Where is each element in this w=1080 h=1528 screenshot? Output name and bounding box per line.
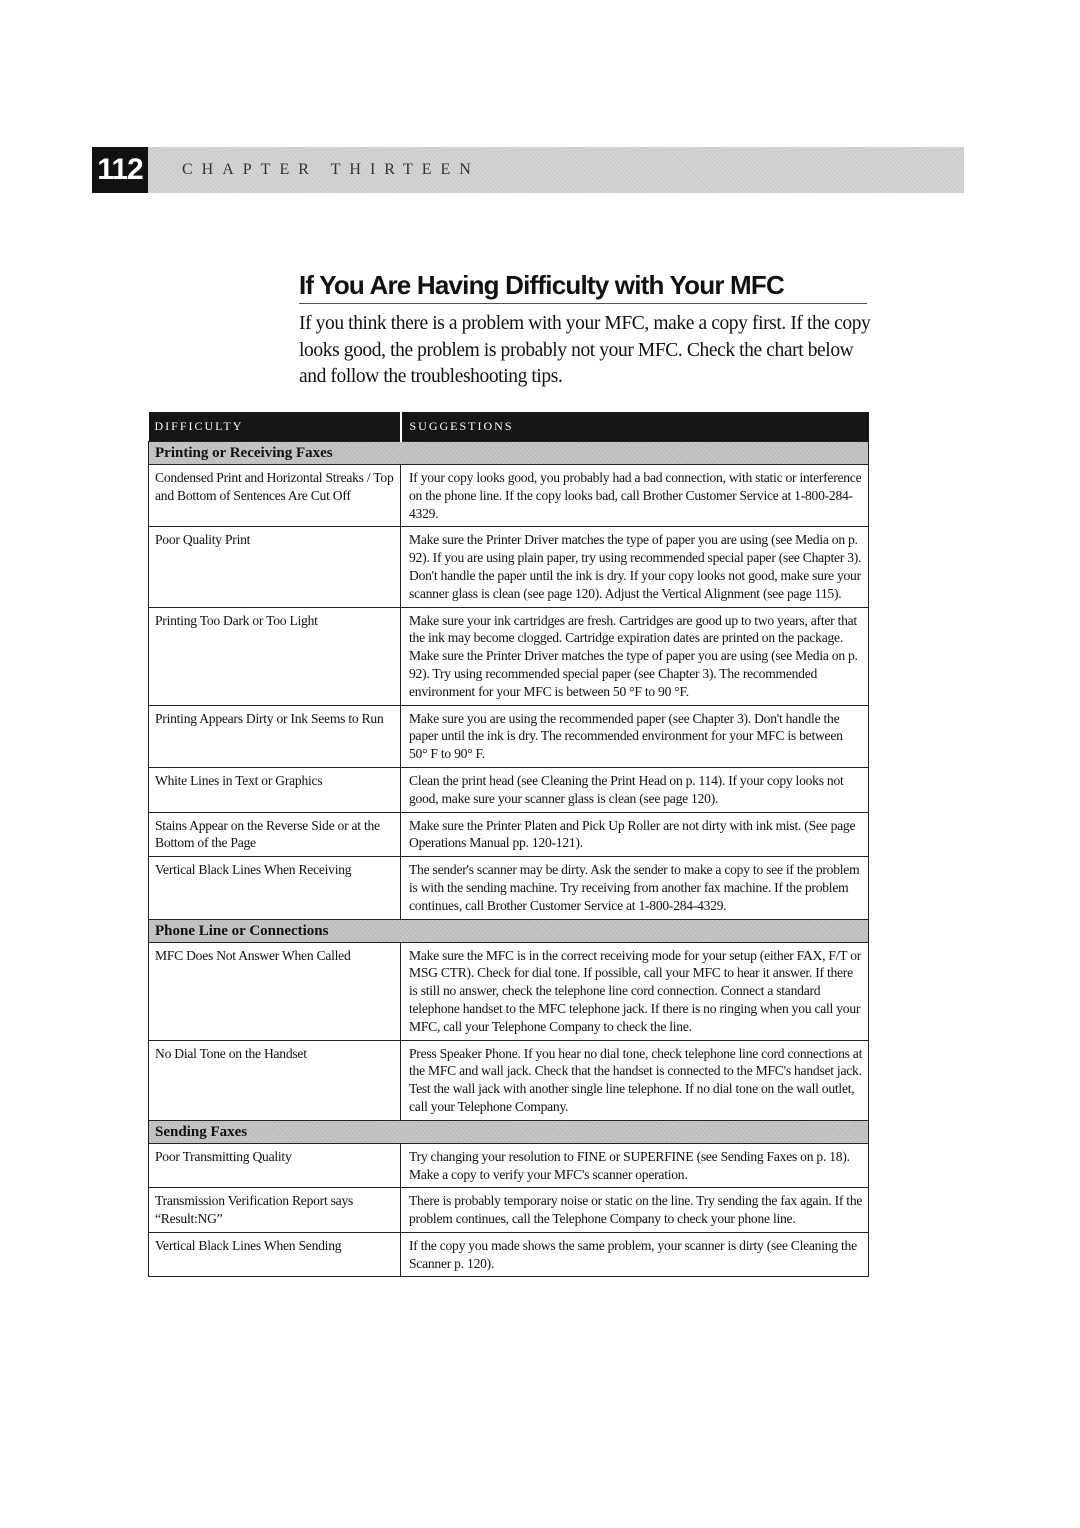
table-header-row: [149, 412, 869, 442]
difficulty-cell: White Lines in Text or Graphics: [149, 767, 401, 812]
header-difficulty: DIFFICULTY: [149, 412, 401, 442]
difficulty-cell: Printing Appears Dirty or Ink Seems to Run: [149, 705, 401, 767]
section-title: Phone Line or Connections: [149, 919, 869, 942]
page-number: 112: [92, 147, 148, 193]
table-row: [149, 1232, 869, 1277]
table-row: [149, 1143, 869, 1188]
difficulty-cell: Transmission Verification Report says “Result:NG”: [149, 1188, 401, 1233]
table-row: [149, 705, 869, 767]
table-row: [149, 942, 869, 1040]
intro-paragraph: If you think there is a problem with your MFC, make a copy first. If the copy looks good, the problem is probably not your MFC. Check the chart below and follow the troubleshooting tips.: [299, 313, 871, 387]
suggestion-cell: Try changing your resolution to FINE or SUPERFINE (see Sending Faxes on p. 18). Make a copy to verify your MFC's scanner operation.: [401, 1143, 869, 1188]
section-title: Sending Faxes: [149, 1120, 869, 1143]
difficulty-cell: Condensed Print and Horizontal Streaks / Top and Bottom of Sentences Are Cut Off: [149, 465, 401, 527]
difficulty-cell: MFC Does Not Answer When Called: [149, 942, 401, 1040]
chapter-label: CHAPTER THIRTEEN: [182, 161, 480, 178]
section-row: [149, 1120, 869, 1143]
difficulty-cell: Poor Quality Print: [149, 527, 401, 607]
difficulty-cell: No Dial Tone on the Handset: [149, 1040, 401, 1120]
suggestion-cell: There is probably temporary noise or static on the line. Try sending the fax again. If the problem continues, call the Telephone Company to check your phone line.: [401, 1188, 869, 1233]
suggestion-cell: Make sure you are using the recommended paper (see Chapter 3). Don't handle the paper until the ink is dry. The recommended environment for your MFC is between 50° F to 90° F.: [401, 705, 869, 767]
suggestion-cell: Make sure the Printer Platen and Pick Up Roller are not dirty with ink mist. (See page Operations Manual pp. 120-121).: [401, 812, 869, 857]
chapter-bar: [148, 147, 964, 193]
table-row: [149, 1188, 869, 1233]
suggestion-cell: If your copy looks good, you probably had a bad connection, with static or interference on the phone line. If the copy looks bad, call Brother Customer Service at 1-800-284-4329.: [401, 465, 869, 527]
section-row: [149, 442, 869, 465]
suggestion-cell: Press Speaker Phone. If you hear no dial tone, check telephone line cord connections at the MFC and wall jack. Check that the handset is connected to the MFC's handset jack. Test the wall jack with another single line telephone. If no dial tone on the wall outlet, call your Telephone Company.: [401, 1040, 869, 1120]
troubleshooting-table: [148, 412, 869, 1277]
suggestion-cell: Make sure the MFC is in the correct receiving mode for your setup (either FAX, F/T or MSG CTR). Check for dial tone. If possible, call your MFC to hear it answer. If there is still no answer, check the telephone line cord connection. Connect a standard telephone handset to the MFC telephone jack. If there is no ringing when you call your MFC, call your Telephone Company to check the line.: [401, 942, 869, 1040]
suggestion-cell: Make sure your ink cartridges are fresh. Cartridges are good up to two years, after that the ink may become clogged. Cartridge expiration dates are printed on the package. Make sure the Printer Driver matches the type of paper you are using (see Media on p. 92). Try using recommended special paper (see Chapter 3). The recommended environment for your MFC is between 50 °F to 90 °F.: [401, 607, 869, 705]
section-row: [149, 919, 869, 942]
header-suggestions: SUGGESTIONS: [401, 412, 869, 442]
title-divider: [299, 303, 867, 304]
table-row: [149, 857, 869, 919]
table-row: [149, 767, 869, 812]
difficulty-cell: Vertical Black Lines When Sending: [149, 1232, 401, 1277]
section-title: Printing or Receiving Faxes: [149, 442, 869, 465]
difficulty-cell: Printing Too Dark or Too Light: [149, 607, 401, 705]
suggestion-cell: Make sure the Printer Driver matches the type of paper you are using (see Media on p. 92). If you are using plain paper, try using recommended special paper (see Chapter 3). Don't handle the paper until the ink is dry. If your copy looks not good, make sure your scanner glass is clean (see page 120). Adjust the Vertical Alignment (see page 115).: [401, 527, 869, 607]
suggestion-cell: The sender's scanner may be dirty. Ask the sender to make a copy to see if the problem is with the sending machine. Try receiving from another fax machine. If the problem continues, call Brother Customer Service at 1-800-284-4329.: [401, 857, 869, 919]
difficulty-cell: Vertical Black Lines When Receiving: [149, 857, 401, 919]
page-title: If You Are Having Difficulty with Your MFC: [299, 270, 784, 300]
difficulty-cell: Stains Appear on the Reverse Side or at the Bottom of the Page: [149, 812, 401, 857]
table-row: [149, 465, 869, 527]
table-row: [149, 1040, 869, 1120]
suggestion-cell: Clean the print head (see Cleaning the Print Head on p. 114). If your copy looks not good, make sure your scanner glass is clean (see page 120).: [401, 767, 869, 812]
table-row: [149, 812, 869, 857]
table-row: [149, 527, 869, 607]
suggestion-cell: If the copy you made shows the same problem, your scanner is dirty (see Cleaning the Scanner p. 120).: [401, 1232, 869, 1277]
difficulty-cell: Poor Transmitting Quality: [149, 1143, 401, 1188]
chapter-header: [92, 147, 964, 193]
table-row: [149, 607, 869, 705]
